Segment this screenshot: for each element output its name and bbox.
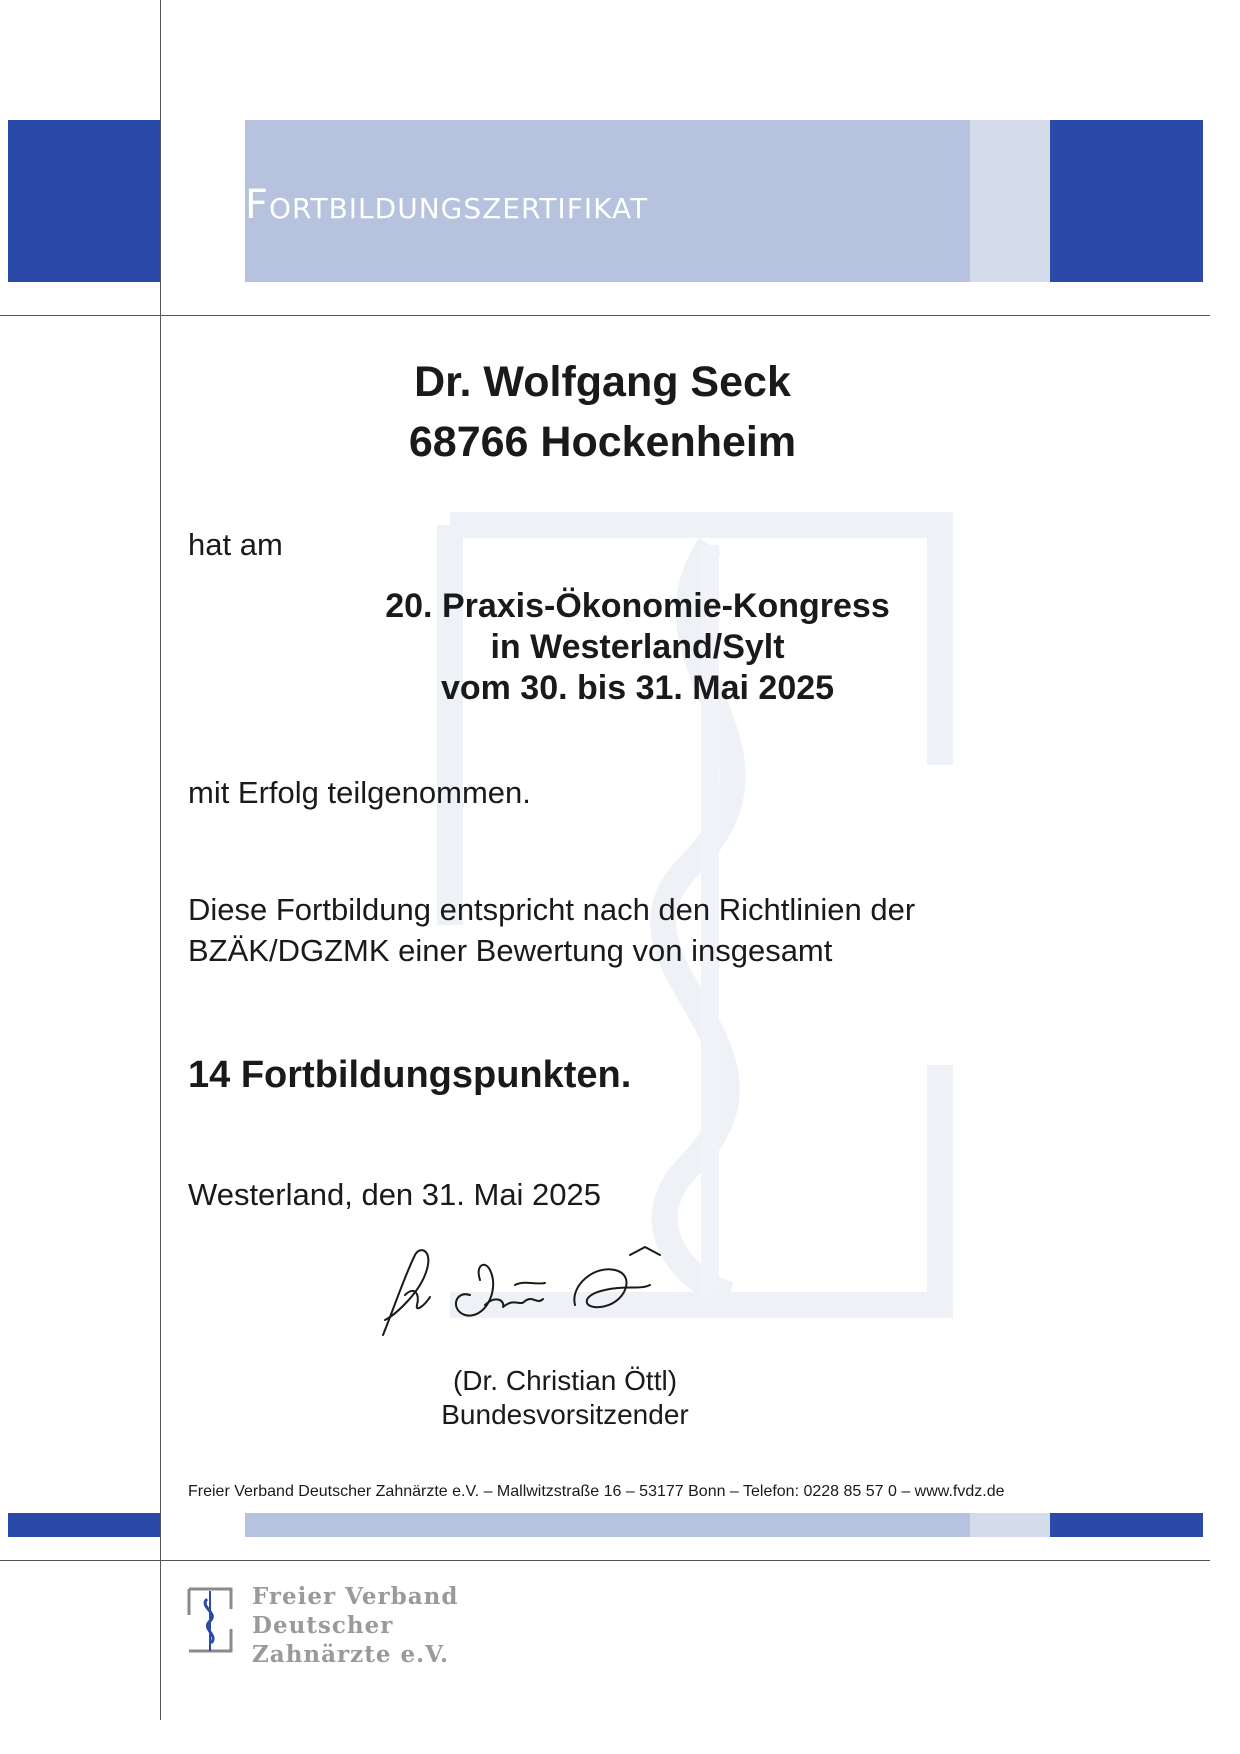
footer-band-left bbox=[8, 1513, 160, 1537]
event-block bbox=[160, 586, 1115, 709]
signer-block bbox=[420, 1364, 710, 1432]
footer-band-center bbox=[245, 1513, 970, 1537]
left-margin-rule bbox=[160, 0, 161, 1720]
handwritten-signature-icon bbox=[375, 1235, 695, 1345]
recipient-city: 68766 Hockenheim bbox=[408, 418, 797, 466]
footer-band-right bbox=[1050, 1513, 1203, 1537]
points-total: 14 Fortbildungspunkten. bbox=[188, 1054, 632, 1096]
event-title: 20. Praxis-Ökonomie-Kongress bbox=[385, 587, 890, 625]
header-divider-line bbox=[0, 315, 1210, 316]
certificate-title: Fortbildungszertifikat bbox=[245, 182, 649, 228]
header-band-right bbox=[1050, 120, 1203, 282]
rating-text-line1: Diese Fortbildung entspricht nach den Richtlinien der bbox=[188, 892, 916, 927]
rating-text-line2: BZÄK/DGZMK einer Bewertung von insgesamt bbox=[188, 933, 833, 968]
organization-address: Freier Verband Deutscher Zahnärzte e.V. – Mallwitzstraße 16 – 53177 Bonn – Telefon: 0228 85 57 0 – www.fvdz.de bbox=[188, 1483, 1005, 1500]
header-band-left bbox=[8, 120, 160, 282]
signer-name: (Dr. Christian Öttl) bbox=[452, 1365, 678, 1396]
organization-logo-text bbox=[252, 1582, 458, 1669]
intro-text: hat am bbox=[188, 527, 283, 562]
footer-band-pale bbox=[970, 1513, 1050, 1537]
recipient-name: Dr. Wolfgang Seck bbox=[414, 358, 791, 406]
event-dates: vom 30. bis 31. Mai 2025 bbox=[440, 669, 835, 707]
event-location: in Westerland/Sylt bbox=[490, 628, 785, 666]
signer-role: Bundesvorsitzender bbox=[441, 1399, 689, 1430]
aesculapian-staff-logo-icon bbox=[185, 1585, 235, 1655]
recipient-block bbox=[160, 352, 1045, 472]
success-text: mit Erfolg teilgenommen. bbox=[188, 775, 531, 810]
logo-line3: Zahnärzte e.V. bbox=[252, 1641, 449, 1668]
logo-line2: Deutscher bbox=[252, 1612, 394, 1639]
footer-divider-line bbox=[0, 1560, 1210, 1561]
place-date: Westerland, den 31. Mai 2025 bbox=[188, 1177, 602, 1212]
header-band-pale bbox=[970, 120, 1050, 282]
logo-line1: Freier Verband bbox=[252, 1583, 459, 1610]
